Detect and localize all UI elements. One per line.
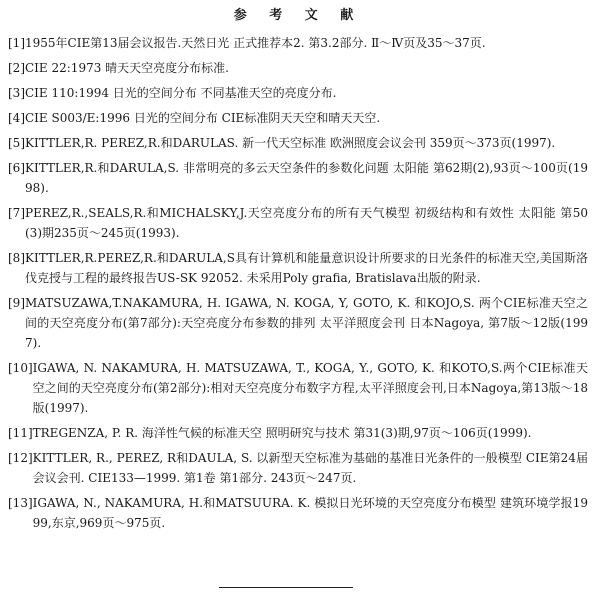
reference-number: [3] bbox=[8, 86, 25, 100]
reference-item-7 bbox=[8, 203, 588, 243]
reference-number: [1] bbox=[8, 36, 25, 50]
reference-text: KITTLER, R., PEREZ, R和DAULA, S. 以新型天空标准为基础的基准日光条件的一般模型 CIE第24届会议会刊. CIE133—1999. 第1卷 第1部分. 243页～247页. bbox=[32, 451, 588, 485]
reference-item-5 bbox=[8, 133, 588, 153]
reference-text: CIE 110:1994 日光的空间分布 不同基准天空的亮度分布. bbox=[25, 86, 337, 100]
reference-number: [8] bbox=[8, 251, 25, 265]
reference-item-9 bbox=[8, 293, 588, 353]
reference-number: [7] bbox=[8, 206, 25, 220]
reference-number: [4] bbox=[8, 111, 25, 125]
reference-item-1 bbox=[8, 33, 588, 53]
reference-text: TREGENZA, P. R. 海洋性气候的标准天空 照明研究与技术 第31(3)期,97页～106页(1999). bbox=[32, 426, 532, 440]
reference-item-3 bbox=[8, 83, 588, 103]
reference-list bbox=[8, 33, 588, 533]
reference-item-12 bbox=[8, 448, 588, 488]
references-heading: 参 考 文 献 bbox=[233, 8, 363, 23]
reference-item-2 bbox=[8, 58, 588, 78]
reference-number: [2] bbox=[8, 61, 25, 75]
reference-number: [13] bbox=[8, 496, 33, 510]
reference-number: [10] bbox=[8, 361, 33, 375]
reference-text: IGAWA, N., NAKAMURA, H.和MATSUURA. K. 模拟日光环境的天空亮度分布模型 建筑环境学报1999,东京,969页～975页. bbox=[32, 496, 588, 530]
reference-item-8 bbox=[8, 248, 588, 288]
reference-text: CIE 22:1973 晴天天空亮度分布标准. bbox=[25, 61, 229, 75]
reference-item-13 bbox=[8, 493, 588, 533]
reference-text: KITTLER,R.PEREZ,R.和DARULA,S具有计算机和能量意识设计所要求的日光条件的标准天空,美国斯洛伐克授与工程的最终报告US-SK 92052. 未采用Poly grafia, Bratislava出版的附录. bbox=[25, 251, 588, 285]
reference-number: [11] bbox=[8, 426, 33, 440]
reference-number: [9] bbox=[8, 296, 25, 310]
reference-text: CIE S003/E:1996 日光的空间分布 CIE标准阴天天空和晴天天空. bbox=[25, 111, 381, 125]
reference-text: MATSUZAWA,T.NAKAMURA, H. IGAWA, N. KOGA, Y, GOTO, K. 和KOJO,S. 两个CIE标准天空之间的天空亮度分布(第7部分):天空亮度分布参数的排列 太平洋照度会刊 日本Nagoya, 第7版～12版(1997). bbox=[25, 296, 588, 350]
reference-text: IGAWA, N. NAKAMURA, H. MATSUZAWA, T., KOGA, Y., GOTO, K. 和KOTO,S.两个CIE标准天空之间的天空亮度分布(第2部分):相对天空亮度分布数字方程,太平洋照度会刊,日本Nagoya,第13版～18版(1997). bbox=[32, 361, 588, 415]
reference-number: [5] bbox=[8, 136, 25, 150]
reference-text: KITTLER,R. PEREZ,R.和DARULAS. 新一代天空标准 欧洲照度会议会刊 359页～373页(1997). bbox=[25, 136, 556, 150]
reference-text: 1955年CIE第13届会议报告.天然日光 正式推荐本2. 第3.2部分. Ⅱ～Ⅳ页及35～37页. bbox=[25, 36, 486, 50]
reference-item-11 bbox=[8, 423, 588, 443]
reference-text: PEREZ,R.,SEALS,R.和MICHALSKY,J.天空亮度分布的所有天气模型 初级结构和有效性 太阳能 第50(3)期235页～245页(1993). bbox=[25, 206, 588, 240]
reference-item-10 bbox=[8, 358, 588, 418]
reference-number: [6] bbox=[8, 161, 25, 175]
reference-item-6 bbox=[8, 158, 588, 198]
closing-divider bbox=[219, 587, 353, 588]
reference-item-4 bbox=[8, 108, 588, 128]
reference-number: [12] bbox=[8, 451, 33, 465]
reference-text: KITTLER,R.和DARULA,S. 非常明亮的多云天空条件的参数化问题 太阳能 第62期(2),93页～100页(1998). bbox=[25, 161, 588, 195]
